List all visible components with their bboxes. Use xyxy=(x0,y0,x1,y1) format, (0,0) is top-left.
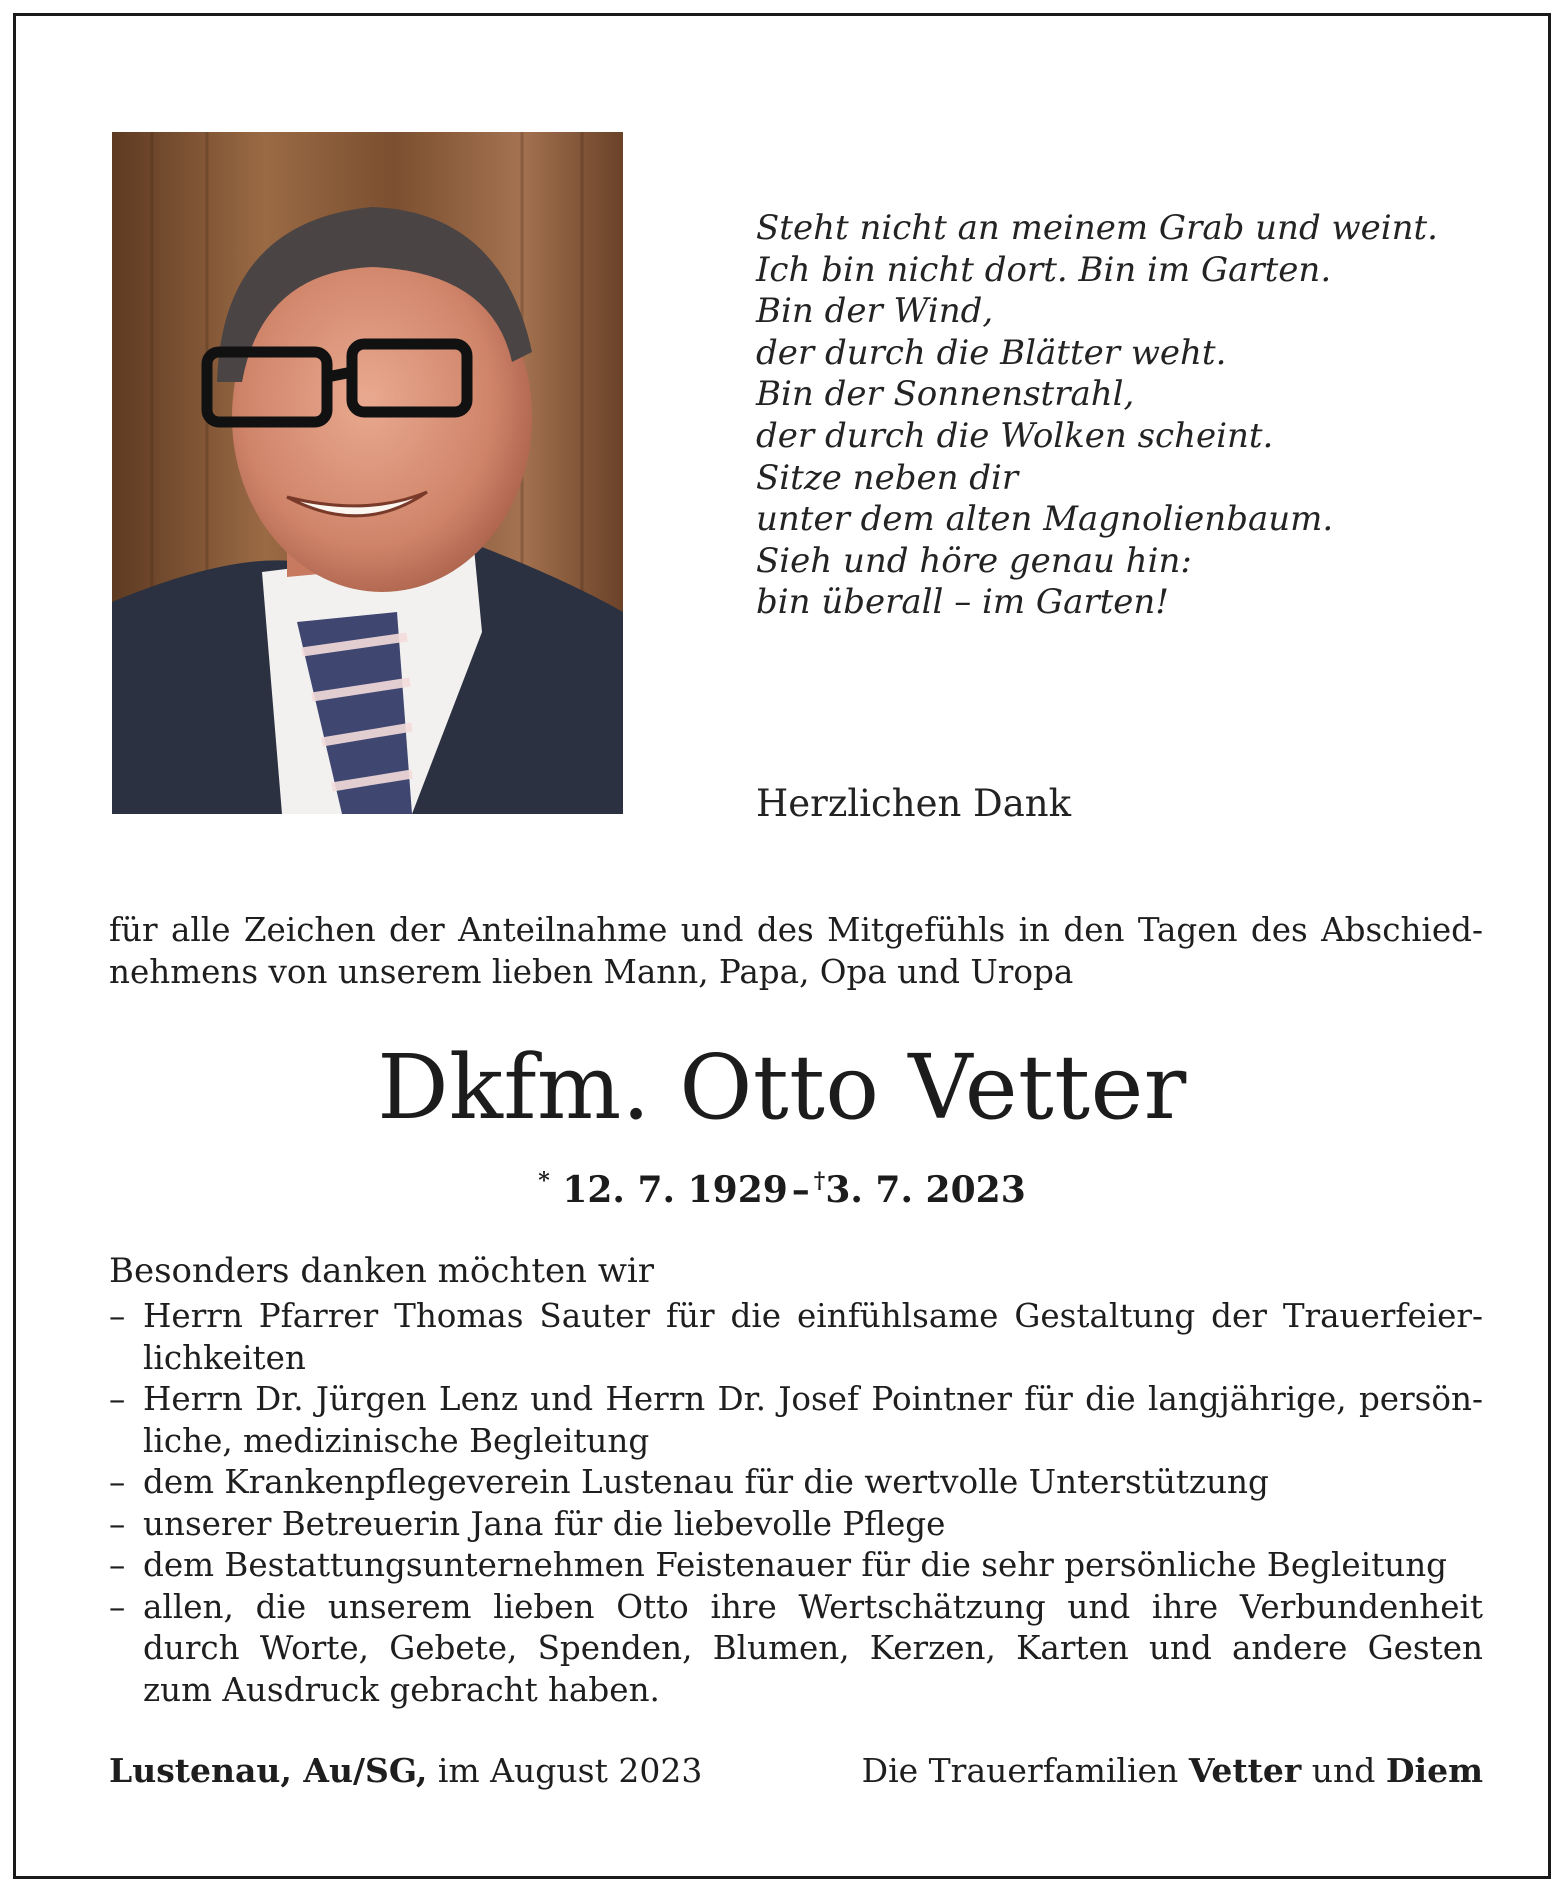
poem-line: bin überall – im Garten! xyxy=(756,582,1169,623)
portrait-photo xyxy=(112,132,623,814)
poem-line: Ich bin nicht dort. Bin im Garten. xyxy=(756,249,1332,290)
list-item-line: liche, medizinische Begleitung xyxy=(143,1421,650,1460)
list-item xyxy=(109,1545,1483,1587)
intro-line: für alle Zeichen der Anteilnahme und des Mitgefühls in den Tagen des Abschied- xyxy=(109,911,1483,949)
dash-bullet: – xyxy=(109,1380,126,1418)
intro-paragraph xyxy=(109,909,1483,993)
poem-line: Bin der Sonnenstrahl, xyxy=(756,374,1135,415)
poem-line: der durch die Blätter weht. xyxy=(756,332,1227,373)
death-symbol: † xyxy=(813,1168,826,1194)
thanks-heading: Herzlichen Dank xyxy=(756,782,1072,825)
family-name-1: Vetter xyxy=(1188,1751,1302,1790)
list-item xyxy=(109,1379,1483,1462)
poem-line: Steht nicht an meinem Grab und weint. xyxy=(756,208,1438,248)
family-name-2: Diem xyxy=(1385,1751,1483,1790)
place-and-date xyxy=(109,1751,702,1790)
dash-bullet: – xyxy=(109,1297,126,1335)
list-item xyxy=(109,1296,1483,1379)
dash-bullet: – xyxy=(109,1504,126,1543)
portrait-illustration xyxy=(112,132,623,814)
date: im August 2023 xyxy=(437,1751,703,1790)
dash-bullet: – xyxy=(109,1546,126,1584)
life-dates xyxy=(16,1168,1548,1211)
deceased-name: Dkfm. Otto Vetter xyxy=(377,1035,1187,1139)
special-thanks-heading: Besonders danken möchten wir xyxy=(109,1251,655,1291)
dash-bullet: – xyxy=(109,1463,126,1501)
list-item-line: Herrn Dr. Jürgen Lenz und Herrn Dr. Josef Pointner für die langjährige, persön- xyxy=(143,1380,1483,1418)
place: Lustenau, Au/SG, xyxy=(109,1751,428,1790)
poem-line: der durch die Wolken scheint. xyxy=(756,415,1274,456)
list-item xyxy=(109,1462,1483,1504)
list-item-line: unserer Betreuerin Jana für die liebevolle Pflege xyxy=(143,1504,946,1543)
special-thanks-list xyxy=(109,1296,1483,1711)
death-date: 3. 7. 2023 xyxy=(825,1169,1026,1211)
poem-line: Sieh und höre genau hin: xyxy=(756,540,1192,581)
list-item-line: lichkeiten xyxy=(143,1338,306,1377)
family-prefix: Die Trauerfamilien xyxy=(861,1751,1179,1790)
list-item-line: dem Bestattungsunternehmen Feistenauer für die sehr persönliche Begleitung xyxy=(143,1546,1448,1584)
poem-line: Sitze neben dir xyxy=(756,457,1019,498)
intro-line: nehmens von unserem lieben Mann, Papa, Opa und Uropa xyxy=(109,953,1074,991)
poem-line: unter dem alten Magnolienbaum. xyxy=(756,499,1334,540)
list-item-line: durch Worte, Gebete, Spenden, Blumen, Kerzen, Karten und andere Gesten xyxy=(143,1629,1483,1667)
list-item-line: dem Krankenpflegeverein Lustenau für die wertvolle Unterstützung xyxy=(143,1463,1269,1501)
list-item-line: Herrn Pfarrer Thomas Sauter für die einfühlsame Gestaltung der Trauerfeier- xyxy=(143,1297,1483,1335)
family-joiner: und xyxy=(1311,1751,1376,1790)
dash-bullet: – xyxy=(109,1587,126,1626)
signature-families xyxy=(862,1751,1483,1790)
poem-line: Bin der Wind, xyxy=(756,291,994,332)
birth-symbol: * xyxy=(538,1168,550,1194)
memorial-poem xyxy=(756,208,1456,624)
date-separator: – xyxy=(791,1169,810,1211)
obituary-card xyxy=(13,13,1551,1879)
list-item-line: zum Ausdruck gebracht haben. xyxy=(143,1670,660,1709)
list-item xyxy=(109,1504,1483,1546)
list-item-line: allen, die unserem lieben Otto ihre Wertschätzung und ihre Verbundenheit xyxy=(143,1587,1483,1626)
birth-date: 12. 7. 1929 xyxy=(562,1169,788,1211)
list-item xyxy=(109,1587,1483,1712)
